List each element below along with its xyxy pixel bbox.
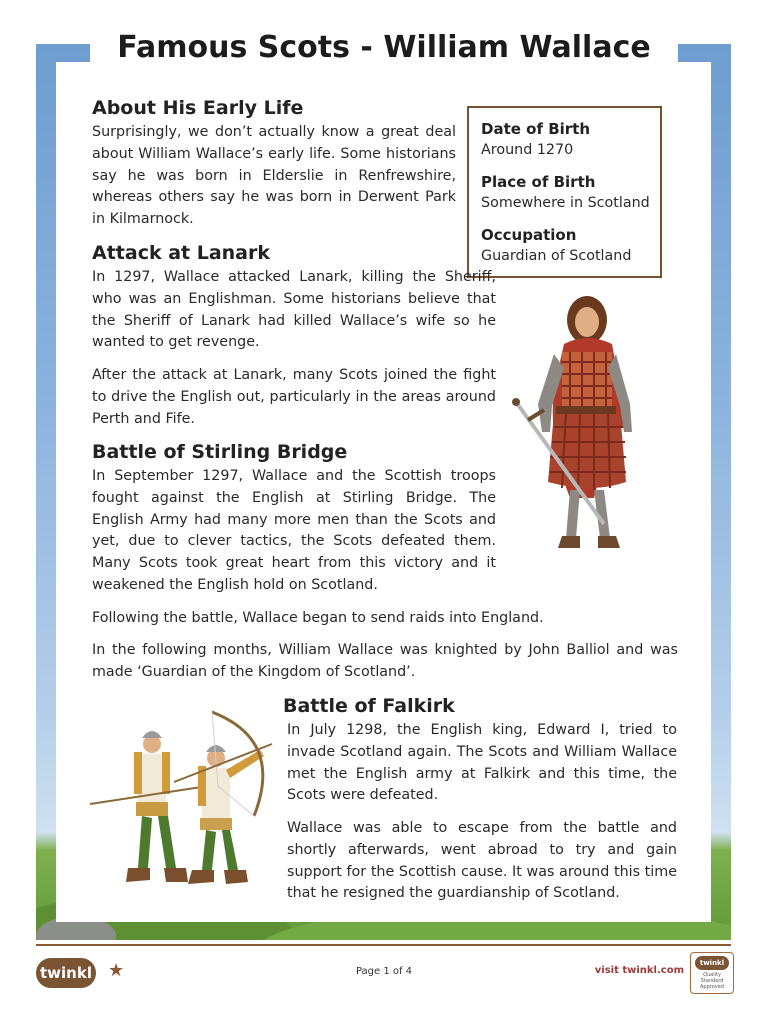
lanark-heading: Attack at Lanark bbox=[92, 242, 271, 264]
lanark-paragraph-2: After the attack at Lanark, many Scots joined the fight to drive the English out, particularly in the areas around Perth and Fife. bbox=[92, 367, 496, 427]
early-life-heading: About His Early Life bbox=[92, 97, 304, 119]
falkirk-paragraph-1: In July 1298, the English king, Edward I, tried to invade Scotland again. The Scots and William Wallace met the English army at Falkirk and this time, the Scots were defeated. bbox=[287, 722, 677, 804]
fact-value: Around 1270 bbox=[481, 142, 574, 158]
page-number: Page 1 of 4 bbox=[355, 966, 413, 977]
falkirk-paragraph-2: Wallace was able to escape from the battle and shortly afterwards, went abroad to try and gain support for the Scottish cause. It was around this time that he resigned the guardianship of Scotland. bbox=[287, 820, 677, 902]
fact-label: Date of Birth bbox=[481, 120, 591, 138]
fact-label: Place of Birth bbox=[481, 173, 596, 191]
facts-box bbox=[467, 106, 662, 278]
badge-text: Quality Standard Approved bbox=[700, 972, 724, 990]
footer-divider bbox=[36, 944, 731, 946]
quality-badge bbox=[690, 952, 734, 994]
stirling-paragraph-1: In September 1297, Wallace and the Scottish troops fought against the English at Stirling Bridge. The English Army had many more men than the Scots and yet, due to clever tactics, the Scots defeated them. Many Scots took great heart from this victory and it weakened the English hold on Scotland. bbox=[92, 468, 496, 593]
twinkl-logo[interactable]: twinkl bbox=[36, 958, 96, 988]
falkirk-heading: Battle of Falkirk bbox=[283, 695, 455, 717]
fact-value: Guardian of Scotland bbox=[481, 248, 632, 264]
stirling-paragraph-2: Following the battle, Wallace began to send raids into England. bbox=[92, 610, 544, 626]
lanark-paragraph-1: In 1297, Wallace attacked Lanark, killing the Sheriff, who was an Englishman. Some historians believe that the Sheriff of Lanark had killed Wallace’s wife so he wanted to get revenge. bbox=[92, 269, 496, 351]
stirling-heading: Battle of Stirling Bridge bbox=[92, 441, 348, 463]
archer-left bbox=[90, 731, 208, 882]
archers-illustration bbox=[88, 706, 278, 892]
badge-logo: twinkl bbox=[695, 956, 729, 970]
william-wallace-illustration bbox=[508, 292, 656, 554]
early-life-text: Surprisingly, we don’t actually know a great deal about William Wallace’s early life. Some historians say he was born in Elderslie in Renfrewshire, whereas others say he was born in Derwent Park in Kilmarnock. bbox=[92, 124, 456, 228]
visit-link[interactable]: visit twinkl.com bbox=[594, 965, 684, 976]
page-title: Famous Scots - William Wallace bbox=[90, 0, 678, 96]
stirling-paragraph-3: In the following months, William Wallace was knighted by John Balliol and was made ‘Guardian of the Kingdom of Scotland’. bbox=[92, 642, 678, 680]
star-icon: ★ bbox=[108, 960, 125, 981]
fact-label: Occupation bbox=[481, 226, 577, 244]
archer-right bbox=[174, 712, 272, 884]
fact-value: Somewhere in Scotland bbox=[481, 195, 650, 211]
